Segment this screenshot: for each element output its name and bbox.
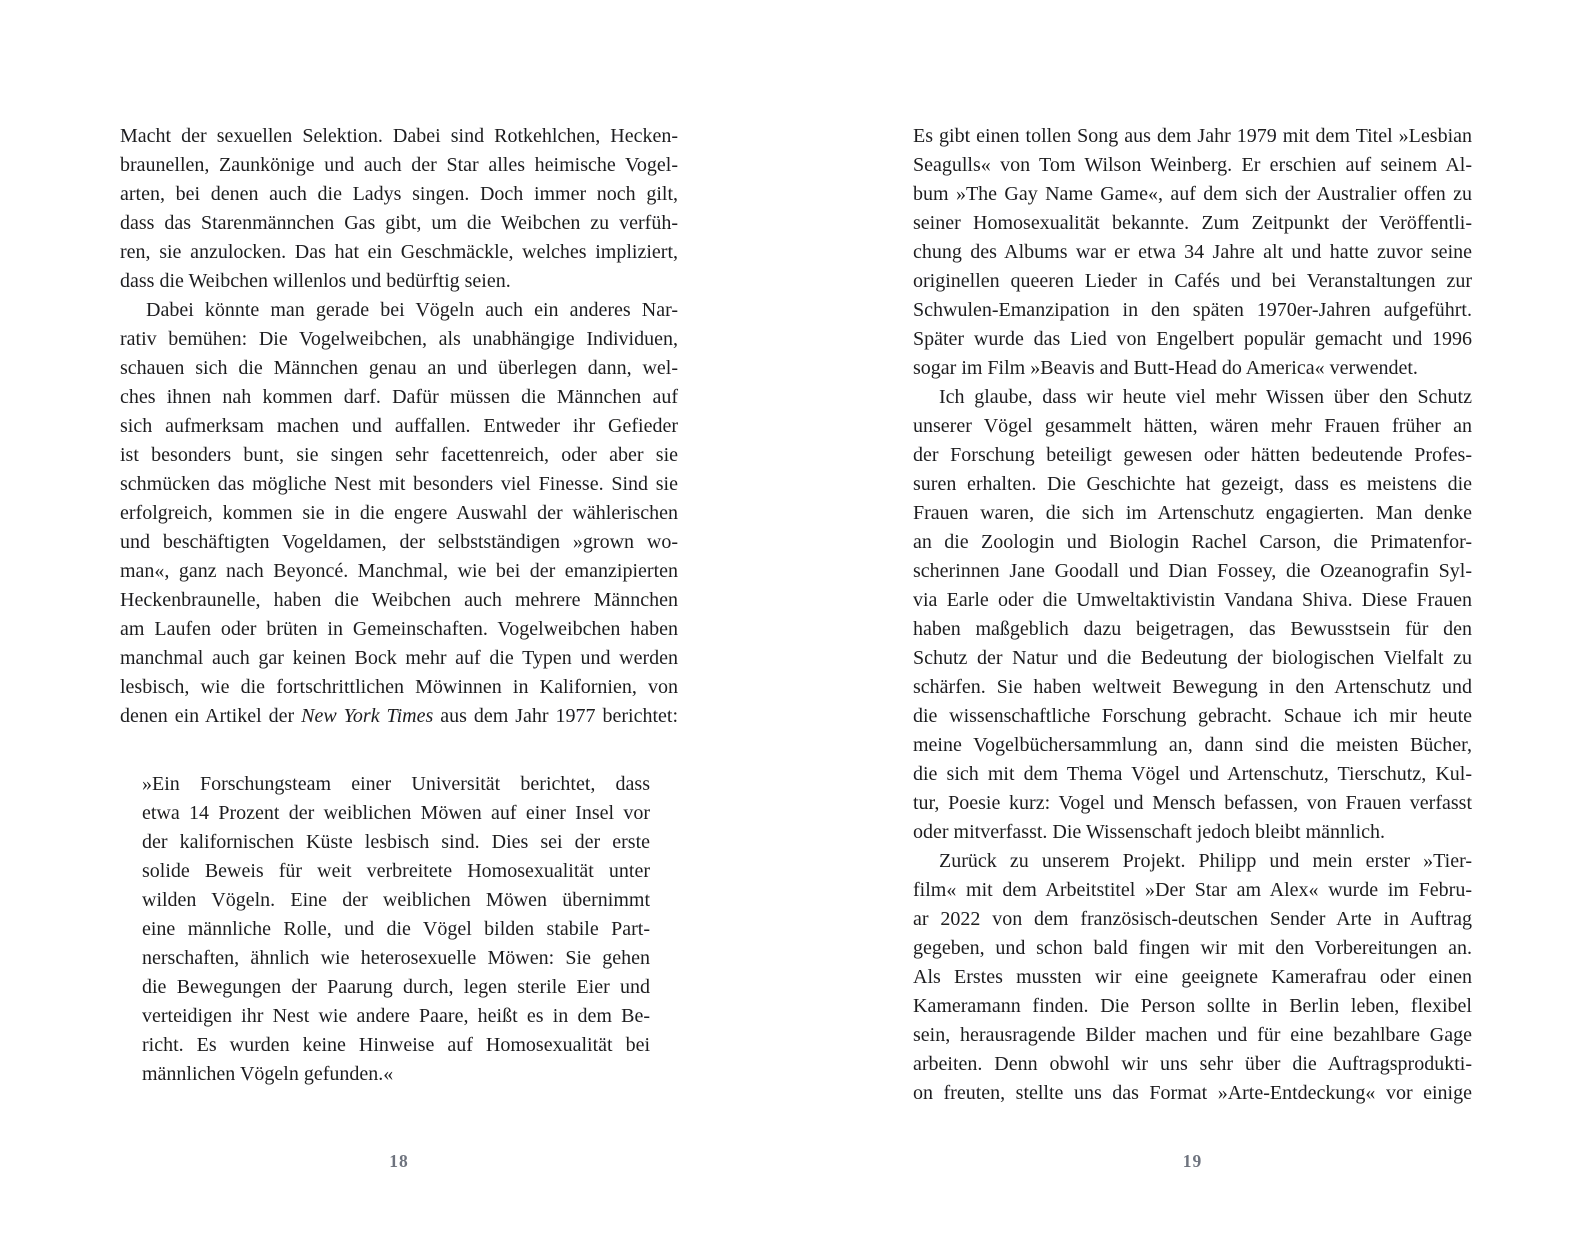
text-line: ist besonders bunt, sie singen sehr facettenreich, oder aber sie	[120, 444, 678, 466]
text-line: scherinnen Jane Goodall und Dian Fossey, die Ozeanografin Syl-	[913, 560, 1472, 582]
text-line: ren, sie anzulocken. Das hat ein Geschmäckle, welches impliziert,	[120, 241, 678, 263]
text-line: dass das Starenmännchen Gas gibt, um die Weibchen zu verfüh-	[120, 212, 678, 234]
text-line: Schutz der Natur und die Bedeutung der biologischen Vielfalt zu	[913, 647, 1472, 669]
text-line: originellen queeren Lieder in Cafés und bei Veranstaltungen zur	[913, 270, 1472, 292]
text-line: Seagulls« von Tom Wilson Weinberg. Er erschien auf seinem Al-	[913, 154, 1472, 176]
right-page-body-paragraphs	[913, 122, 1472, 1108]
text-line: man«, ganz nach Beyoncé. Manchmal, wie bei der emanzipierten	[120, 560, 678, 582]
text-line: richt. Es wurden keine Hinweise auf Homosexualität bei	[142, 1034, 650, 1056]
text-line	[120, 702, 678, 731]
text-line: Als Erstes mussten wir eine geeignete Kamerafrau oder einen	[913, 966, 1472, 988]
left-page-body-paragraphs	[120, 122, 678, 731]
right-page-number: 19	[1182, 1151, 1203, 1171]
text-segment: aus dem Jahr 1977 berichtet:	[433, 705, 678, 727]
text-line: via Earle oder die Umweltaktivistin Vandana Shiva. Diese Frauen	[913, 589, 1472, 611]
right-page-text-column	[913, 122, 1472, 1108]
text-line: dass die Weibchen willenlos und bedürftig seien.	[120, 270, 511, 292]
text-line: die sich mit dem Thema Vögel und Artenschutz, Tierschutz, Kul-	[913, 763, 1472, 785]
text-line: manchmal auch gar keinen Bock mehr auf die Typen und werden	[120, 647, 678, 669]
text-line: schmücken das mögliche Nest mit besonders viel Finesse. Sind sie	[120, 473, 678, 495]
text-line: schärfen. Sie haben weltweit Bewegung in den Artenschutz und	[913, 676, 1472, 698]
left-page-blockquote	[120, 770, 678, 1089]
text-line: arbeiten. Denn obwohl wir uns sehr über die Auftragsprodukti-	[913, 1053, 1472, 1075]
text-line: an die Zoologin und Biologin Rachel Carson, die Primatenfor-	[913, 531, 1472, 553]
text-line: erfolgreich, kommen sie in die engere Auswahl der wählerischen	[120, 502, 678, 524]
text-line: und beschäftigten Vogeldamen, der selbstständigen »grown wo-	[120, 531, 678, 553]
text-line: Kameramann finden. Die Person sollte in Berlin leben, flexibel	[913, 995, 1472, 1017]
text-line: verteidigen ihr Nest wie andere Paare, heißt es in dem Be-	[142, 1005, 650, 1027]
text-line: seiner Homosexualität bekannte. Zum Zeitpunkt der Veröffentli-	[913, 212, 1472, 234]
text-line: eine männliche Rolle, und die Vögel bilden stabile Part-	[142, 918, 650, 940]
text-line: ches ihnen nah kommen darf. Dafür müssen die Männchen auf	[120, 386, 678, 408]
text-line: wilden Vögeln. Eine der weiblichen Möwen übernimmt	[142, 889, 650, 911]
text-line: Dabei könnte man gerade bei Vögeln auch ein anderes Nar-	[146, 299, 678, 321]
text-line: film« mit dem Arbeitstitel »Der Star am Alex« wurde im Febru-	[913, 879, 1472, 901]
text-line: Ich glaube, dass wir heute viel mehr Wissen über den Schutz	[939, 386, 1472, 408]
text-line: rativ bemühen: Die Vogelweibchen, als unabhängige Individuen,	[120, 328, 678, 350]
text-line: die wissenschaftliche Forschung gebracht. Schaue ich mir heute	[913, 705, 1472, 727]
left-page-text-column	[120, 122, 678, 1089]
text-line: Schwulen-Emanzipation in den späten 1970er-Jahren aufgeführt.	[913, 299, 1472, 321]
text-line: etwa 14 Prozent der weiblichen Möwen auf einer Insel vor	[142, 802, 650, 824]
text-line: sogar im Film »Beavis and Butt-Head do America« verwendet.	[913, 357, 1418, 379]
text-segment: denen ein Artikel der	[120, 705, 302, 727]
text-line: Heckenbraunelle, haben die Weibchen auch mehrere Männchen	[120, 589, 678, 611]
italic-text: New York Times	[301, 705, 434, 727]
text-line: sich aufmerksam machen und auffallen. Entweder ihr Gefieder	[120, 415, 678, 437]
text-line: bum »The Gay Name Game«, auf dem sich der Australier offen zu	[913, 183, 1472, 205]
text-line: lesbisch, wie die fortschrittlichen Möwinnen in Kalifornien, von	[120, 676, 678, 698]
text-line: chung des Albums war er etwa 34 Jahre alt und hatte zuvor seine	[913, 241, 1472, 263]
text-line: am Laufen oder brüten in Gemeinschaften. Vogelweibchen haben	[120, 618, 678, 640]
text-line: schauen sich die Männchen genau an und überlegen dann, wel-	[120, 357, 678, 379]
text-line: männlichen Vögeln gefunden.«	[142, 1063, 394, 1085]
text-line: gegeben, und schon bald fingen wir mit den Vorbereitungen an.	[913, 937, 1472, 959]
left-page-number: 18	[389, 1151, 409, 1171]
text-line: nerschaften, ähnlich wie heterosexuelle Möwen: Sie gehen	[142, 947, 650, 969]
text-line: ar 2022 von dem französisch-deutschen Sender Arte in Auftrag	[913, 908, 1472, 930]
text-line: die Bewegungen der Paarung durch, legen sterile Eier und	[142, 976, 650, 998]
text-line: solide Beweis für weit verbreitete Homosexualität unter	[142, 860, 650, 882]
text-line: suren erhalten. Die Geschichte hat gezeigt, dass es meistens die	[913, 473, 1472, 495]
text-line: sein, herausragende Bilder machen und für eine bezahlbare Gage	[913, 1024, 1472, 1046]
text-line: unserer Vögel gesammelt hätten, wären mehr Frauen früher an	[913, 415, 1472, 437]
text-line: meine Vogelbüchersammlung an, dann sind die meisten Bücher,	[913, 734, 1472, 756]
text-line: der Forschung beteiligt gewesen oder hätten bedeutende Profes-	[913, 444, 1472, 466]
text-line: Zurück zu unserem Projekt. Philipp und mein erster »Tier-	[939, 850, 1472, 872]
text-line: on freuten, stellte uns das Format »Arte-Entdeckung« vor einige	[913, 1082, 1472, 1104]
text-line: braunellen, Zaunkönige und auch der Star alles heimische Vogel-	[120, 154, 678, 176]
text-line: Es gibt einen tollen Song aus dem Jahr 1979 mit dem Titel »Lesbian	[913, 125, 1472, 147]
text-line: haben maßgeblich dazu beigetragen, das Bewusstsein für den	[913, 618, 1472, 640]
text-line: Macht der sexuellen Selektion. Dabei sind Rotkehlchen, Hecken-	[120, 125, 678, 147]
text-line: tur, Poesie kurz: Vogel und Mensch befassen, von Frauen verfasst	[913, 792, 1472, 814]
text-line: »Ein Forschungsteam einer Universität berichtet, dass	[142, 773, 650, 795]
text-line: der kalifornischen Küste lesbisch sind. Dies sei der erste	[142, 831, 650, 853]
text-line: Später wurde das Lied von Engelbert populär gemacht und 1996	[913, 328, 1472, 350]
text-line: arten, bei denen auch die Ladys singen. Doch immer noch gilt,	[120, 183, 678, 205]
text-line: Frauen waren, die sich im Artenschutz engagierten. Man denke	[913, 502, 1472, 524]
text-line: oder mitverfasst. Die Wissenschaft jedoch bleibt männlich.	[913, 821, 1386, 843]
